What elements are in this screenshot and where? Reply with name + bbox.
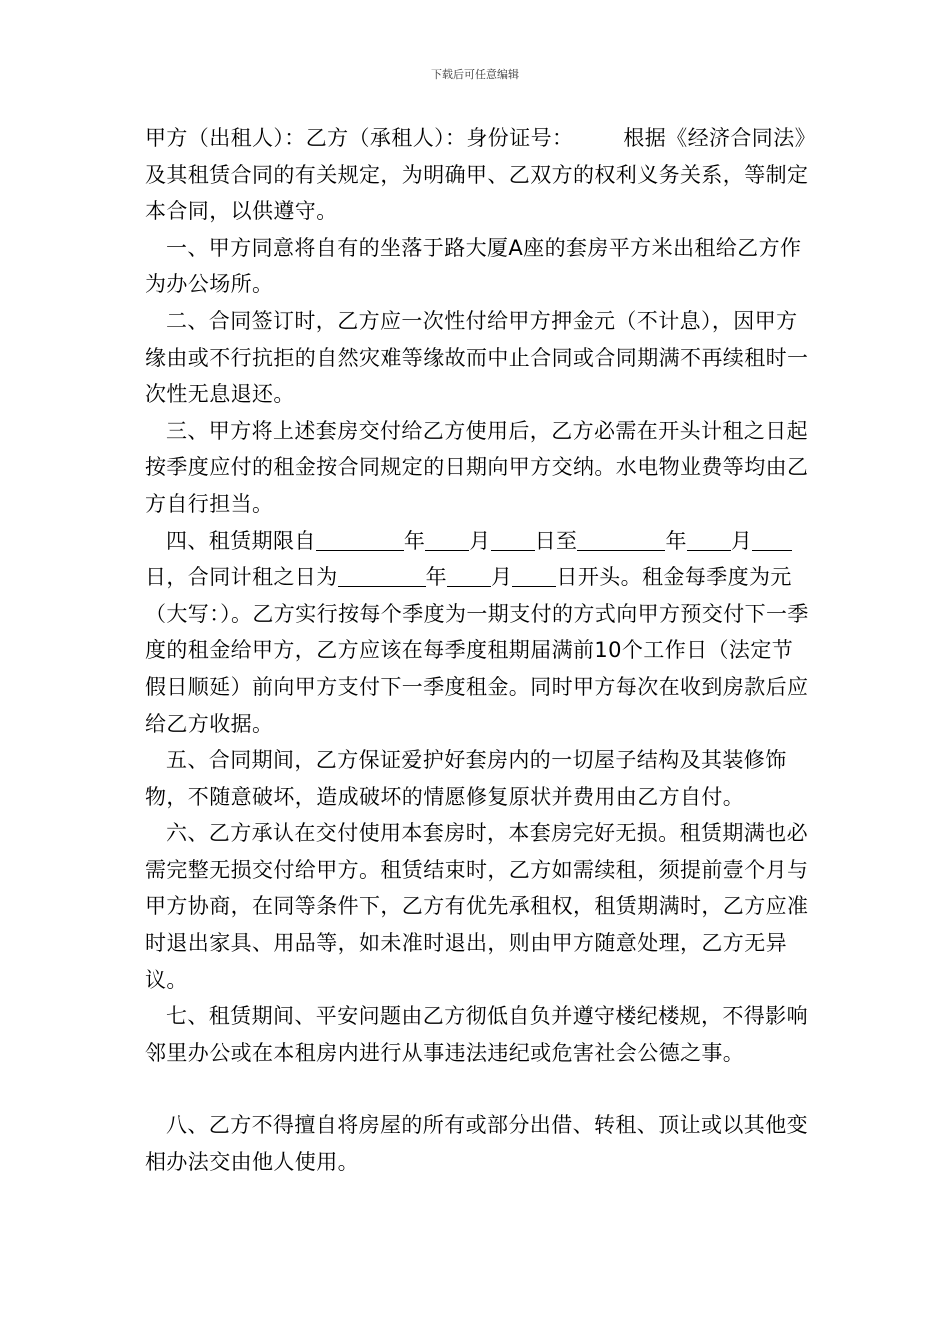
blank-month[interactable] (425, 529, 469, 551)
blank-year[interactable] (316, 529, 404, 551)
blank-day[interactable] (512, 565, 556, 587)
intro-paragraph (145, 120, 810, 230)
page-header: 下载后可任意编辑 (431, 68, 519, 81)
basis-text: 根据《经济合同法》及其租赁合同的有关规定，为明确甲、乙双方的权利义务关系，等制定本合同，以供遵守。 (145, 126, 809, 224)
clause-7: 七、租赁期间、平安问题由乙方彻低自负并遵守楼纪楼规，不得影响邻里办公或在本租房内进行从事违法违纪或危害社会公德之事。 (145, 1004, 808, 1065)
clause-1: 一、甲方同意将自有的坐落于路大厦A座的套房平方米出租给乙方作为办公场所。 (145, 235, 802, 297)
blank-year[interactable] (338, 565, 426, 587)
blank-day-cont[interactable] (782, 529, 792, 551)
clause-5: 五、合同期间，乙方保证爱护好套房内的一切屋子结构及其装修饰物，不随意破坏，造成破坏的情愿修复原状并费用由乙方自付。 (145, 748, 787, 809)
paragraph-gap (145, 1071, 810, 1107)
clause-6: 六、乙方承认在交付使用本套房时，本套房完好无损。租赁期满也必需完整无损交付给甲方。租赁结束时，乙方如需续租，须提前壹个月与甲方协商，在同等条件下，乙方有优先承租权，租赁期满时，乙方应准时退出家具、用品等，如未准时退出，则由甲方随意处理，乙方无异议。 (145, 821, 809, 992)
blank-month[interactable] (447, 565, 491, 587)
party-line: 甲方（出租人）：乙方（承租人）：身份证号： (145, 126, 574, 150)
blank-day[interactable] (752, 529, 782, 551)
blank-year[interactable] (577, 529, 665, 551)
clause-2: 二、合同签订时，乙方应一次性付给甲方押金元（不计息），因甲方缘由或不行抗拒的自然灾难等缘故而中止合同或合同期满不再续租时一次性无息退还。 (145, 308, 809, 407)
clause-8: 八、乙方不得擅自将房屋的所有或部分出借、转租、顶让或以其他变相办法交由他人使用。 (145, 1113, 808, 1175)
contract-body (145, 120, 810, 1181)
clause-4: 四、租赁期限自 年 月 日至 年 月日，合同计租之日为 年 月 日开头。租金每季度为元（大写：）。乙方实行按每个季度为一期支付的方式向甲方预交付下一季度的租金给甲方，乙方应该在每季度租期届满前10个工作日（法定节假日顺延）前向甲方支付下一季度租金。同时甲方每次在收到房款后应给乙方收据。 (145, 528, 809, 736)
blank-month[interactable] (687, 529, 731, 551)
blank-day[interactable] (491, 529, 535, 551)
clause-3: 三、甲方将上述套房交付给乙方使用后，乙方必需在开头计租之日起按季度应付的租金按合同规定的日期向甲方交纳。水电物业费等均由乙方自行担当。 (145, 418, 809, 516)
